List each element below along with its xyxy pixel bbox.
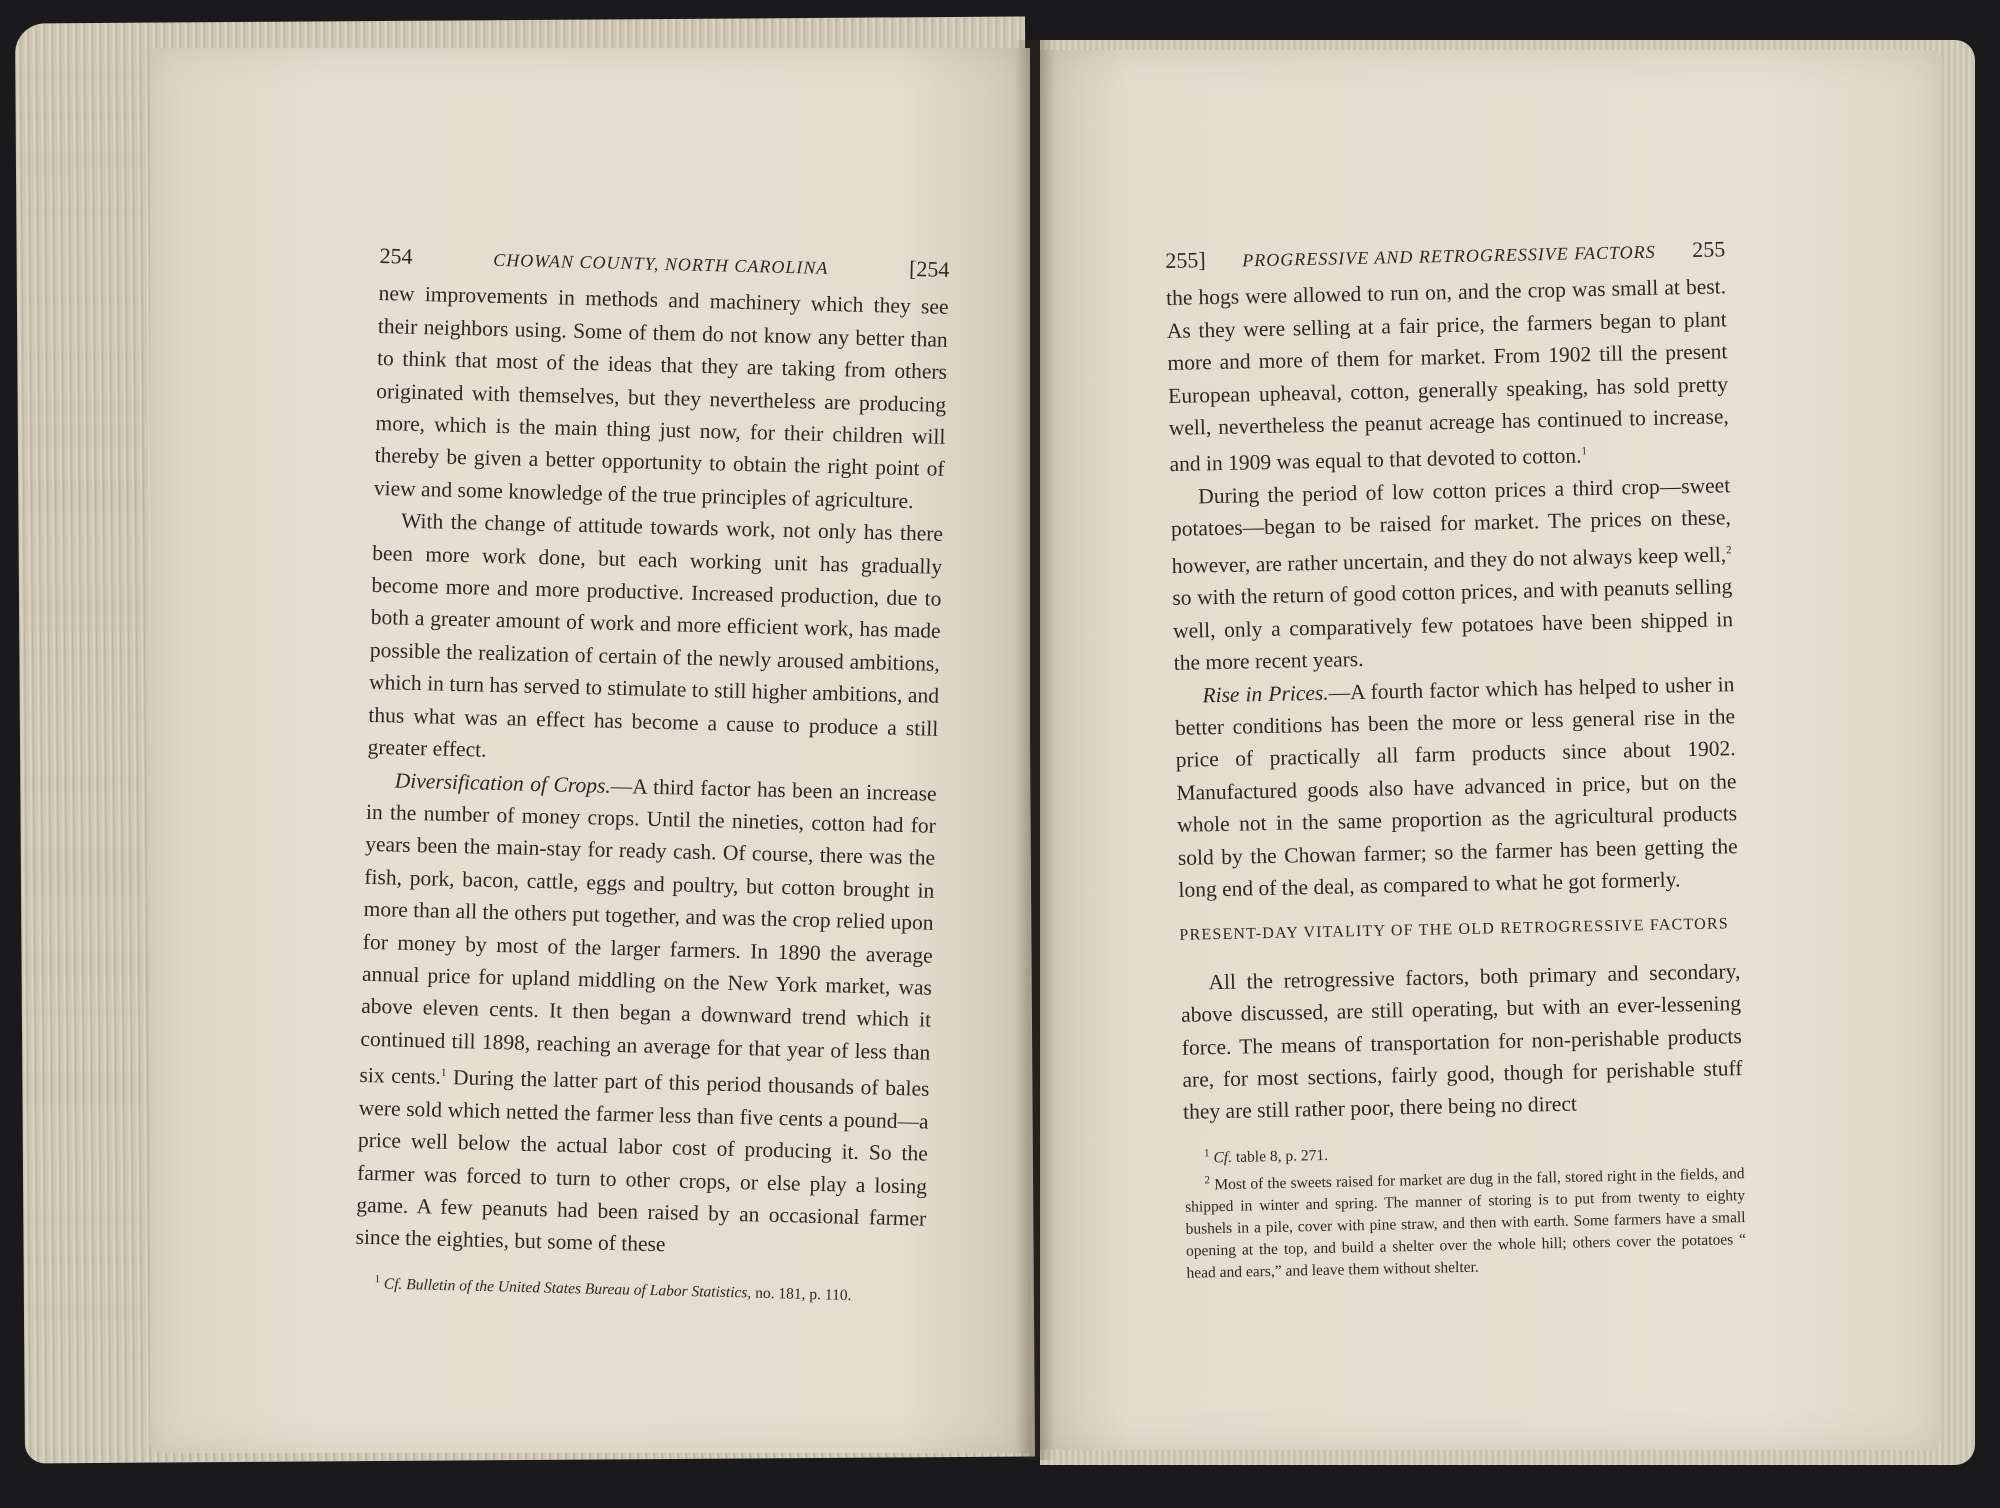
left-para3-footnote-ref: 1 bbox=[440, 1066, 447, 1080]
right-para2-text-a: During the period of low cotton prices a third crop—sweet potatoes—began to be raised for market. The prices on these, however, are rather uncertain, and they do not always keep well, bbox=[1170, 473, 1732, 578]
right-bracket-number: 255] bbox=[1165, 247, 1206, 273]
right-footnote-2 bbox=[1184, 1158, 1746, 1285]
book-gutter bbox=[1015, 40, 1055, 1460]
right-footnote-2-text: Most of the sweets raised for market are dug in the fall, stored right in the fields, and shipped in winter and spring. The manner of storing is to put from twenty to eighty bushels in a pile, cover with pine straw, and then with earth. Some farmers have a small opening at the top, and build a shelter over the whole hill; others cover the potatoes “ head and ears,” and leave them without shelter. bbox=[1184, 1165, 1747, 1282]
right-para2-text-b: so with the return of good cotton prices, and with peanuts selling well, only a comparatively few potatoes have been shipped in the more recent years. bbox=[1172, 574, 1734, 676]
left-paragraph-2: With the change of attitude towards work, not only has there been more work done, but each working unit has gradually become more and more productive. Increased production, due to both a greater amount of work and more efficient work, has made possible the realization of certain of the newly aroused ambitions, which in turn has served to stimulate to still higher ambitions, and thus what was an effect has become a cause to produce a still greater effect. bbox=[367, 508, 944, 762]
left-footnote-1-rest: no. 181, p. 110. bbox=[751, 1284, 852, 1304]
left-running-title: CHOWAN COUNTY, NORTH CAROLINA bbox=[493, 249, 829, 278]
right-para2-footnote-ref: 2 bbox=[1725, 544, 1732, 557]
left-paragraph-1: new improvements in methods and machinery which they see their neighbors using. Some of them do not know any better than to think that most of the ideas that they are taking from others originated with themselves, but they nevertheless are producing more, which is the main thing just now, for their children will thereby be given a better opportunity to obtain the right point of view and some knowledge of the true principles of agriculture. bbox=[373, 281, 949, 513]
right-para3-heading: Rise in Prices. bbox=[1202, 680, 1329, 707]
right-footnote-2-mark: 2 bbox=[1204, 1174, 1211, 1187]
right-page-text bbox=[1165, 233, 1747, 1285]
right-paragraph-1 bbox=[1166, 271, 1730, 481]
right-footnote-1-cf: Cf. bbox=[1213, 1148, 1233, 1167]
left-para3-text-b: During the latter part of this period thousands of bales were sold which netted the farmer less than five cents a pound—a price well below the actual labor cost of producing it. So the farmer was forced to turn to other crops, or else play a losing game. A few peanuts had been raised by an occasional farmer since the eighties, but some of these bbox=[355, 1065, 930, 1257]
right-footnote-1-rest: table 8, p. 271. bbox=[1231, 1146, 1329, 1166]
right-para1-footnote-ref: 1 bbox=[1581, 445, 1588, 458]
left-footnote-1-mark: 1 bbox=[374, 1272, 381, 1286]
left-footnote-1-cf: Cf. Bulletin of the United States Bureau of Labor Statistics, bbox=[383, 1275, 752, 1302]
left-paragraph-3 bbox=[355, 763, 937, 1267]
left-para3-text-a: —A third factor has been an increase in the number of money crops. Until the nineties, cotton had for years been the main-stay for ready cash. Of course, there was the fish, pork, bacon, cattle, eggs and poultry, but cotton brought in more than all the others put together, and was the crop relied upon for money by most of the larger farmers. In 1890 the average annual price for upland middling on the New York market, was above eleven cents. It then began a downward trend which it continued till 1898, reaching an average for that year of less than six cents. bbox=[359, 773, 937, 1090]
right-paragraph-4: All the retrogressive factors, both primary and secondary, above discussed, are still operating, but with an ever-lessening force. The means of transportation for non-perishable products are, for most sections, fairly good, though for perishable stuff they are still rather poor, there being no direct bbox=[1180, 958, 1743, 1125]
left-page-text bbox=[354, 240, 950, 1309]
left-bracket-number: [254 bbox=[908, 255, 950, 282]
right-page-number: 255 bbox=[1691, 236, 1726, 262]
right-running-title: PROGRESSIVE AND RETROGRESSIVE FACTORS bbox=[1242, 241, 1656, 271]
right-footnotes bbox=[1184, 1131, 1747, 1285]
right-footnote-1-mark: 1 bbox=[1203, 1147, 1210, 1160]
right-para3-text: —A fourth factor which has helped to usher in better conditions has been the more or less general rise in the price of practically all farm products since about 1902. Manufactured goods also have advanced in price, but on the whole not in the same proportion as the agricultural products sold by the Chowan farmer; so the farmer has been getting the long end of the deal, as compared to what he got formerly. bbox=[1174, 671, 1738, 902]
left-para3-heading: Diversification of Crops. bbox=[394, 768, 612, 798]
right-paragraph-2 bbox=[1170, 469, 1734, 679]
right-paragraph-3 bbox=[1174, 668, 1739, 907]
right-para1-text: the hogs were allowed to run on, and the crop was small at best. As they were selling at a fair price, the farmers began to plant more and more of them for market. From 1902 till the present European upheaval, cotton, generally speaking, has sold pretty well, nevertheless the peanut acreage has continued to increase, and in 1909 was equal to that devoted to cotton. bbox=[1165, 274, 1729, 477]
right-section-heading: PRESENT-DAY VITALITY OF THE OLD RETROGRESSIVE FACTORS bbox=[1179, 915, 1730, 945]
left-page-number: 254 bbox=[379, 242, 413, 269]
